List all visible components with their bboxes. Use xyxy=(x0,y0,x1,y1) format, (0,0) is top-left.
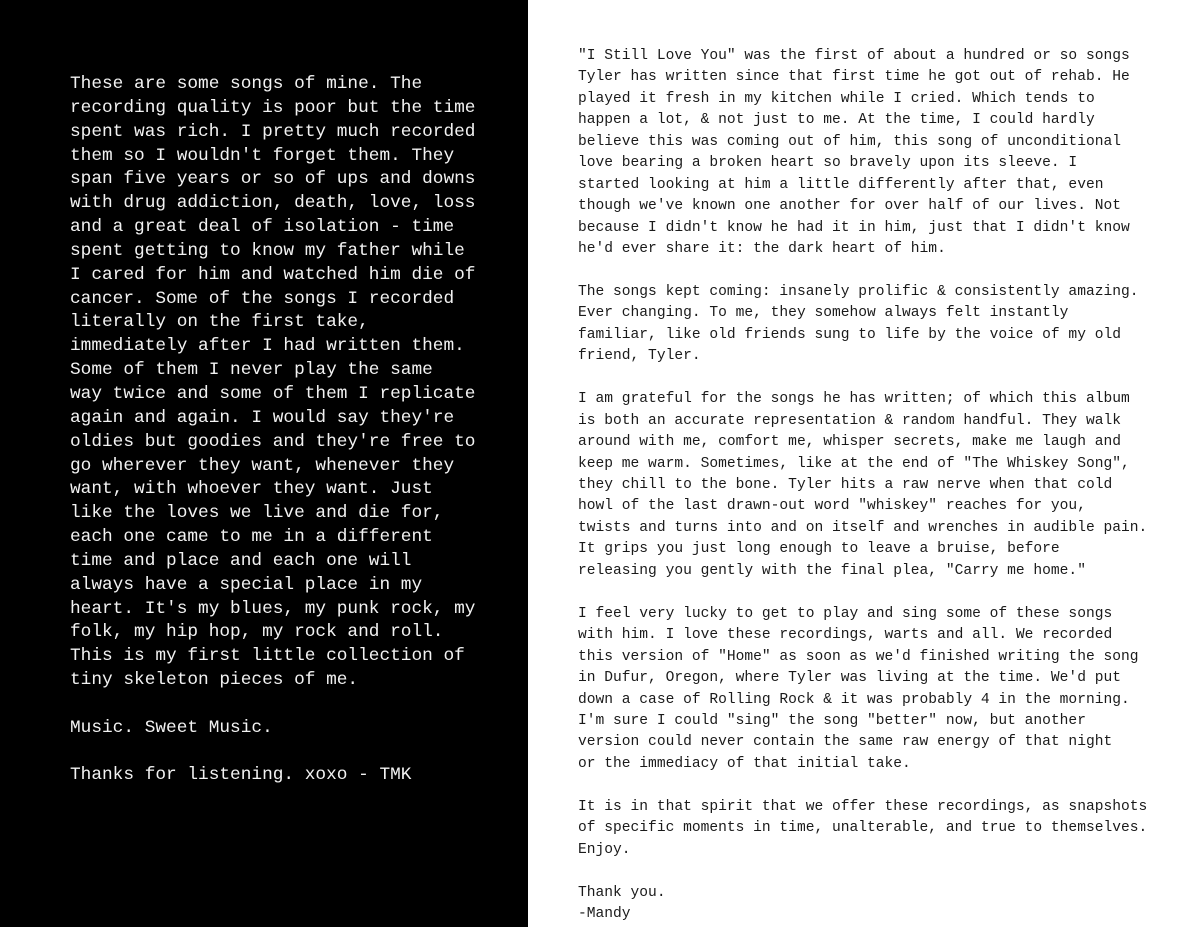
text-line: always have a special place in my xyxy=(70,574,423,595)
text-line: literally on the first take, xyxy=(70,312,369,333)
text-line: spent was rich. I pretty much recorded xyxy=(70,121,476,142)
text-line: with drug addiction, death, love, loss xyxy=(70,193,476,214)
text-line: I'm sure I could "sing" the song "better" now, but another xyxy=(578,713,1086,729)
paragraph xyxy=(578,797,1147,861)
left-liner-notes xyxy=(70,73,475,788)
text-line: with him. I love these recordings, warts and all. We recorded xyxy=(578,627,1113,644)
text-line: each one came to me in a different xyxy=(70,527,433,548)
text-line: down a case of Rolling Rock & it was probably 4 in the morning. xyxy=(578,691,1130,708)
text-line: twists and turns into and on itself and wrenches in audible pain. xyxy=(578,519,1148,536)
text-line: Some of them I never play the same xyxy=(70,360,433,381)
text-line: keep me warm. Sometimes, like at the end of "The Whiskey Song", xyxy=(578,455,1130,472)
text-line: "I Still Love You" was the first of about a hundred or so songs xyxy=(578,48,1130,64)
text-line: happen a lot, & not just to me. At the time, I could hardly xyxy=(578,112,1095,129)
text-line: played it fresh in my kitchen while I cried. Which tends to xyxy=(578,90,1095,107)
paragraph xyxy=(578,282,1147,368)
text-line: this version of "Home" as soon as we'd finished writing the song xyxy=(578,648,1139,665)
paragraph xyxy=(578,883,1147,926)
text-line: Enjoy. xyxy=(578,841,631,858)
text-line: tiny skeleton pieces of me. xyxy=(70,670,359,691)
text-line: spent getting to know my father while xyxy=(70,240,465,261)
text-line: These are some songs of mine. The xyxy=(70,74,423,94)
text-line: immediately after I had written them. xyxy=(70,336,465,357)
paragraph xyxy=(70,764,475,788)
text-line: believe this was coming out of him, this song of unconditional xyxy=(578,133,1121,150)
text-line: though we've known one another for over half of our lives. Not xyxy=(578,198,1121,215)
text-line: like the loves we live and die for, xyxy=(70,503,444,524)
text-line: heart. It's my blues, my punk rock, my xyxy=(70,598,476,619)
text-line: want, with whoever they want. Just xyxy=(70,479,433,500)
text-line: oldies but goodies and they're free to xyxy=(70,431,476,452)
right-liner-notes xyxy=(578,46,1147,926)
paragraph xyxy=(578,46,1147,261)
text-line: love bearing a broken heart so bravely upon its sleeve. I xyxy=(578,155,1078,172)
text-line: around with me, comfort me, whisper secrets, make me laugh and xyxy=(578,434,1121,451)
text-line: them so I wouldn't forget them. They xyxy=(70,145,455,166)
text-line: version could never contain the same raw energy of that night xyxy=(578,734,1113,751)
paragraph xyxy=(578,389,1147,582)
text-line: howl of the last drawn-out word "whiskey" reaches for you, xyxy=(578,498,1086,515)
text-line: time and place and each one will xyxy=(70,550,412,571)
text-line: I am grateful for the songs he has written; of which this album xyxy=(578,391,1130,408)
text-line: and a great deal of isolation - time xyxy=(70,217,455,238)
text-line: started looking at him a little differently after that, even xyxy=(578,176,1104,193)
text-line: or the immediacy of that initial take. xyxy=(578,755,911,772)
text-line: friend, Tyler. xyxy=(578,348,701,365)
text-line: folk, my hip hop, my rock and roll. xyxy=(70,622,444,643)
text-line: Thank you. xyxy=(578,884,666,901)
text-line: because I didn't know he had it in him, just that I didn't know xyxy=(578,219,1130,236)
paragraph xyxy=(70,717,475,741)
text-line: again and again. I would say they're xyxy=(70,407,455,428)
left-panel xyxy=(0,0,528,927)
text-line: go wherever they want, whenever they xyxy=(70,455,455,476)
text-line: This is my first little collection of xyxy=(70,646,465,667)
text-line: I feel very lucky to get to play and sing some of these songs xyxy=(578,605,1113,622)
paragraph xyxy=(578,604,1147,776)
text-line: cancer. Some of the songs I recorded xyxy=(70,288,455,309)
text-line: recording quality is poor but the time xyxy=(70,97,476,118)
text-line: they chill to the bone. Tyler hits a raw nerve when that cold xyxy=(578,477,1113,494)
text-line: Ever changing. To me, they somehow always felt instantly xyxy=(578,305,1069,322)
text-line: -Mandy xyxy=(578,906,631,923)
text-line: Thanks for listening. xoxo - TMK xyxy=(70,765,412,786)
text-line: Music. Sweet Music. xyxy=(70,717,273,738)
text-line: I cared for him and watched him die of xyxy=(70,264,476,285)
text-line: span five years or so of ups and downs xyxy=(70,169,476,190)
right-panel xyxy=(528,0,1200,927)
text-line: way twice and some of them I replicate xyxy=(70,383,476,404)
text-line: Tyler has written since that first time he got out of rehab. He xyxy=(578,69,1130,86)
text-line: in Dufur, Oregon, where Tyler was living at the time. We'd put xyxy=(578,670,1121,687)
text-line: familiar, like old friends sung to life by the voice of my old xyxy=(578,326,1121,343)
text-line: It grips you just long enough to leave a bruise, before xyxy=(578,541,1060,558)
text-line: The songs kept coming: insanely prolific & consistently amazing. xyxy=(578,283,1139,300)
text-line: releasing you gently with the final plea, "Carry me home." xyxy=(578,562,1086,579)
text-line: is both an accurate representation & random handful. They walk xyxy=(578,412,1121,429)
text-line: It is in that spirit that we offer these recordings, as snapshots xyxy=(578,798,1148,815)
paragraph xyxy=(70,73,475,693)
text-line: of specific moments in time, unalterable, and true to themselves. xyxy=(578,820,1148,837)
text-line: he'd ever share it: the dark heart of him. xyxy=(578,241,946,258)
